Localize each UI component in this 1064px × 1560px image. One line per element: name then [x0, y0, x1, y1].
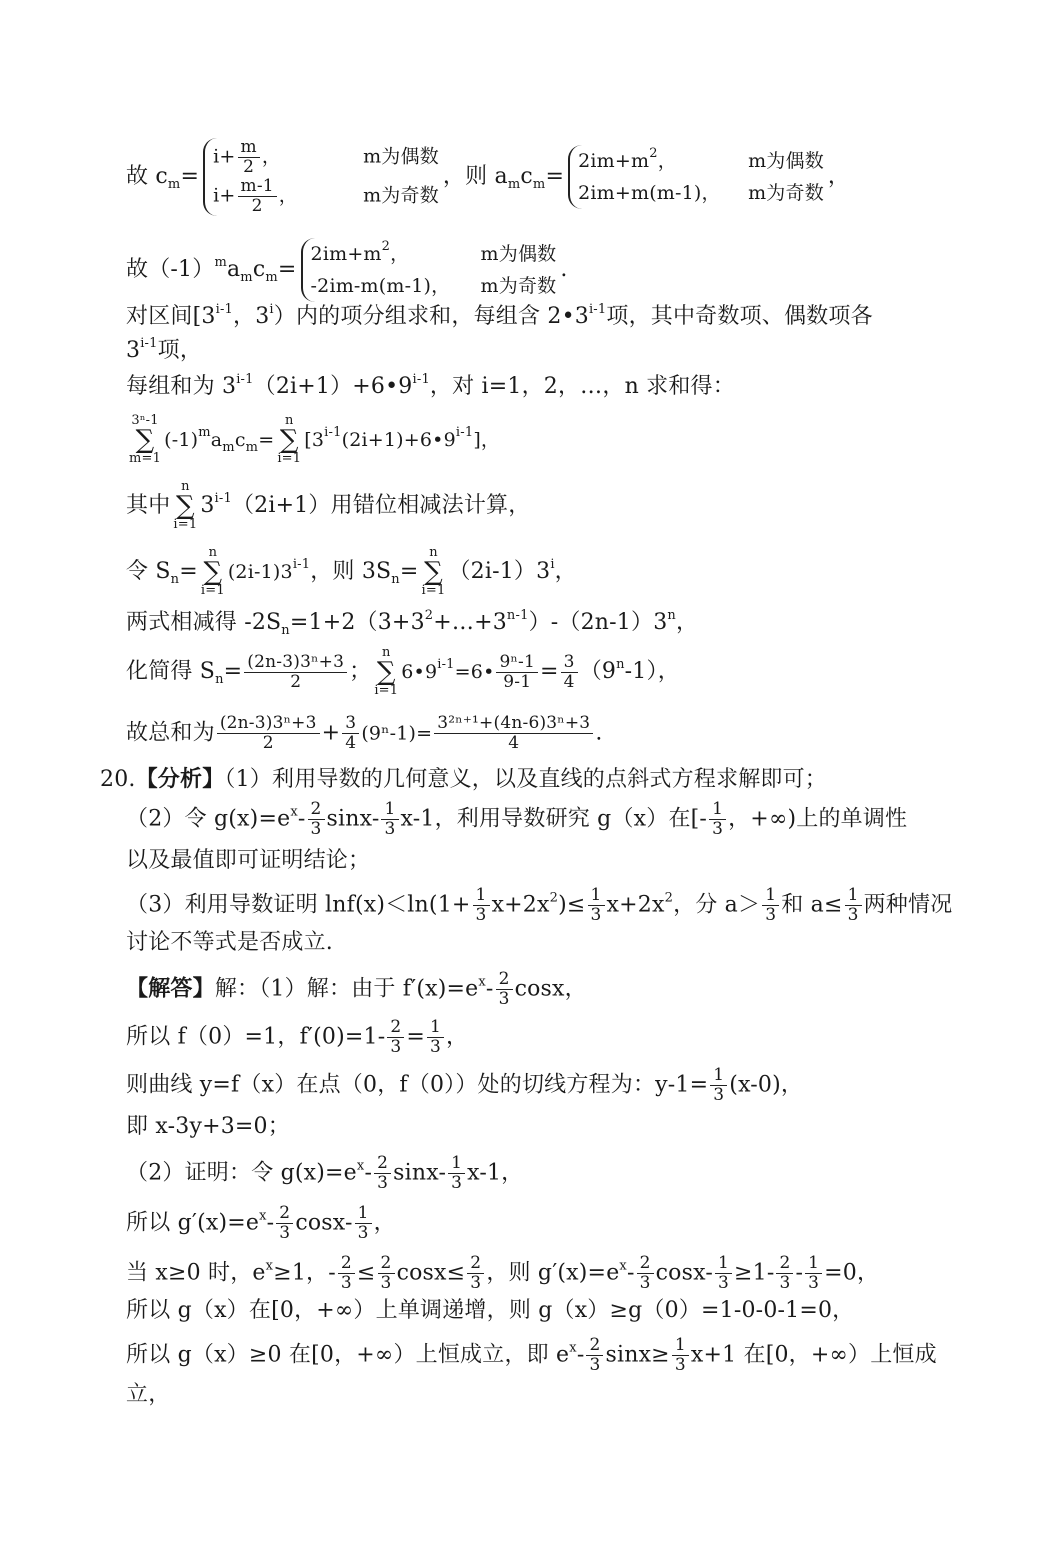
simplify-line: 化简得 $S_n=$ $\frac{\text{(2n-3)3ⁿ+3}}{2}$ ；n ∑ $i=16•9^{i-1}=6•$ $\frac{\text{9ⁿ-1}}{9-1}$ = $\frac{3}{4}$ （9$^n$-1），	[126, 645, 680, 698]
fraction: $\frac{\text{(2n-3)3ⁿ+3}}{2}$	[217, 714, 320, 753]
tangent-result-line: 即 x-3y+3=0；	[126, 1114, 290, 1139]
solution-f0-line: 所以 f（0）=1，f′(0)=1- $\frac{2}{3}$ = $\frac{1}{3}$ ，	[126, 1017, 469, 1057]
sigma-sum: n ∑ i=1	[374, 645, 399, 698]
sum-equation-line: 3ⁿ-1 ∑ $m=1(-1)^ma_mc_m=n$ ∑ $i=1[3^{i-1}(2i+1)+6•9^{i-1}]$，	[129, 413, 501, 466]
piecewise-amcm	[568, 145, 824, 209]
interval-grouping-line: 对区间[3$^{i-1}$，3$^i$）内的项分组求和，每组含 2•3$^{i-1}$项，其中奇数项、偶数项各	[126, 302, 873, 329]
total-sum-line: 故总和为 $\frac{\text{(2n-3)3ⁿ+3}}{2}$ + $\frac{3}{4}$ (9ⁿ-1)= $\frac{\text{3²ⁿ⁺¹+(4n-6)3ⁿ+3}}{4}$ .	[126, 713, 603, 753]
fraction: $\frac{\text{9ⁿ-1}}{9-1}$	[496, 653, 538, 692]
case-even: i+ $\frac{m}{2}$ ， m为偶数	[213, 137, 439, 177]
sigma-sum: 3ⁿ-1 ∑ m=1	[129, 413, 162, 466]
monotonic-condition-line: 当 x≥0 时，$e^x\ge 1$，- $\frac{2}{3}$ ≤ $\frac{2}{3}$ cosx≤ $\frac{2}{3}$ ，则 $g'(x)=e^x-$ $\frac{2}{3}$ cosx- $\frac{1}{3}$ ≥1- $\frac{2}{3}$ - $\frac{1}{3}$ =0，	[126, 1253, 880, 1293]
text: ，则 a	[442, 164, 508, 189]
tangent-line: 则曲线 y=f（x）在点（0，f（0））处的切线方程为：y-1= $\frac{1}{3}$ (x-0)，	[126, 1065, 804, 1105]
sigma-sum: n ∑ i=1	[173, 479, 198, 532]
cm-definition-line: 故 $c_m=$ i+ $\frac{m}{2}$ ， m为偶数 i+ $\frac{m-1}{2}$ ， m为奇数 ，则 $a_mc_m=$ $2im+m^2$， m为偶数 2im+m(m-1)， m为奇数 ，	[126, 137, 851, 216]
sub: m	[167, 177, 181, 192]
text: =	[180, 164, 200, 189]
dislocation-method-line: 其中n ∑ $i=13^{i-1}(2i+1)$用错位相减法计算，	[126, 479, 531, 532]
solution-part-1: 【解答】解：（1）解：由于 $f'(x)=e^x-$ $\frac{2}{3}$ cosx，	[126, 969, 587, 1009]
case-odd: -2im-m(m-1)， m为奇数	[310, 275, 557, 297]
increasing-line: 所以 g（x）在[0，+∞）上单调递增，则 g（x）≥g（0）=1-0-0-1=0，	[126, 1298, 855, 1323]
piecewise-cm	[203, 138, 439, 216]
analysis-part-2: （2）令 $g(x)=e^x-$ $\frac{2}{3}$ sinx- $\frac{1}{3}$ x-1，利用导数研究 g（x）在[- $\frac{1}{3}$ ，+∞)上的单调性	[126, 799, 908, 839]
case-odd: 2im+m(m-1)， m为奇数	[578, 182, 824, 204]
problem-number: 20.	[100, 767, 136, 792]
derivative-g-line: 所以 $g'(x)=e^x-$ $\frac{2}{3}$ cosx- $\frac{1}{3}$ ，	[126, 1203, 396, 1243]
fraction: $\frac{m}{2}$	[238, 138, 260, 177]
case-odd: i+ $\frac{m-1}{2}$ ， m为奇数	[213, 176, 439, 216]
group-sum-line: 每组和为 $3^{i-1}(2i+1)+6•9^{i-1}$，对 i=1，2，…，n 求和得：	[126, 372, 735, 399]
interval-grouping-line-2: 3$^{i-1}$项，	[126, 336, 203, 363]
fraction: $\frac{\text{3²ⁿ⁺¹+(4n-6)3ⁿ+3}}{4}$	[434, 714, 593, 753]
fraction: $\frac{m-1}{2}$	[238, 177, 277, 216]
analysis-tag: 【分析】	[135, 766, 225, 792]
analysis-part-2-cont: 以及最值即可证明结论；	[126, 848, 371, 873]
sigma-sum: n ∑ i=1	[200, 545, 225, 598]
problem-20-analysis-1: 20.【分析】（1）利用导数的几何意义，以及直线的点斜式方程求解即可；	[100, 766, 828, 792]
sigma-sum: n ∑ i=1	[277, 413, 302, 466]
sn-definition-line: 令 $S_n=n$ ∑ $i=1(2i-1)3^{i-1}$，则 $3S_n=n$ ∑ $i=1(2i-1)3^i$，	[126, 545, 577, 598]
inequality-holds-line: 所以 g（x）≥0 在[0，+∞）上恒成立，即 $e^x-$ $\frac{2}{3}$ sinx≥ $\frac{1}{3}$ x+1 在[0，+∞）上恒成	[126, 1335, 937, 1375]
fraction: $\frac{3}{4}$	[342, 714, 359, 753]
fraction: $\frac{3}{4}$	[561, 653, 578, 692]
signed-term-line: 故$(-1)^ma_mc_m=$ $2im+m^2$， m为偶数 -2im-m(m-1)， m为奇数 .	[126, 238, 568, 302]
solution-tag: 【解答】	[126, 975, 215, 1002]
proof-part-2: （2）证明：令 $g(x)=e^x-$ $\frac{2}{3}$ sinx- $\frac{1}{3}$ x-1，	[126, 1153, 524, 1193]
sigma-sum: n ∑ i=1	[421, 545, 446, 598]
text: 故 c	[126, 164, 168, 189]
fraction: $\frac{\text{(2n-3)3ⁿ+3}}{2}$	[244, 653, 347, 692]
analysis-part-3-cont: 讨论不等式是否成立.	[126, 930, 333, 955]
analysis-part-3: （3）利用导数证明 lnf(x)＜ln(1+ $\frac{1}{3}$ $x+2x^2)\le$ $\frac{1}{3}$ $x+2x^2$，分 a＞ $\frac{1}{3}$ 和 a≤ $\frac{1}{3}$ 两种情况	[126, 885, 953, 925]
case-even: $2im+m^2$， m为偶数	[578, 146, 824, 172]
subtraction-line: 两式相减得 $-2S_n=1+2(3+3^2+\dots+3^{n-1})-(2n-1)3^n$，	[126, 608, 699, 638]
piecewise-signed	[301, 238, 557, 302]
inequality-holds-cont: 立，	[126, 1382, 171, 1407]
case-even: $2im+m^2$， m为偶数	[310, 239, 557, 265]
